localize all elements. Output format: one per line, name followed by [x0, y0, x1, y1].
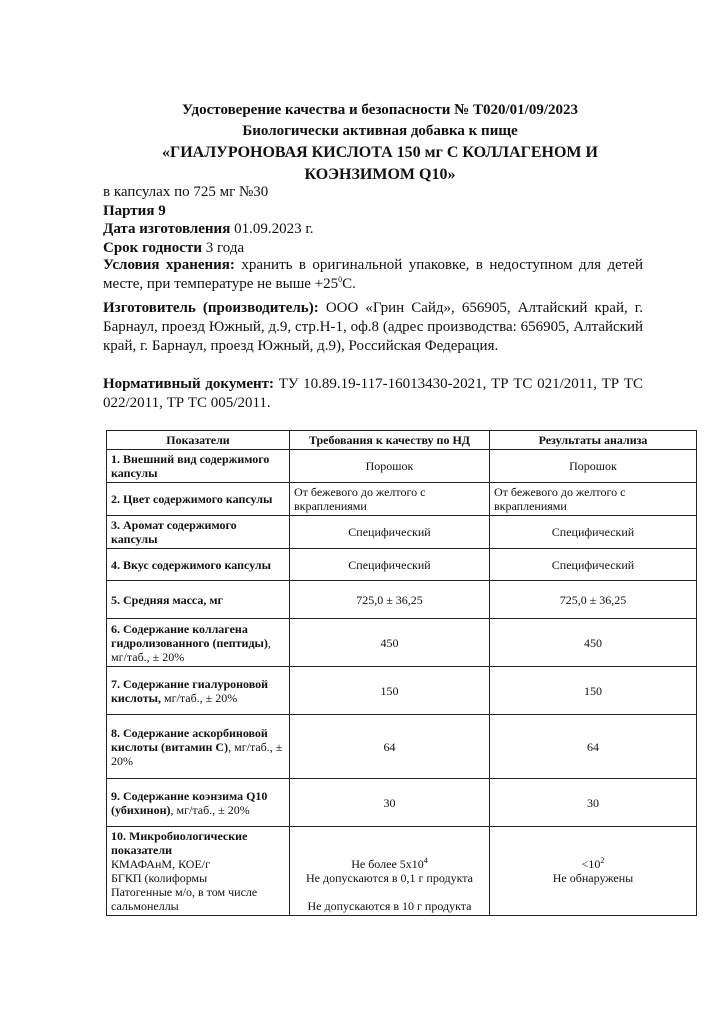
normative-document: Нормативный документ: ТУ 10.89.19-117-16013430-2021, ТР ТС 021/2011, ТР ТС 022/2011, ТР ТС 005/2011.: [103, 376, 643, 411]
table-header-row: [107, 431, 697, 450]
table-row: 4. Вкус содержимого капсулы Специфический Специфический: [107, 549, 697, 581]
header-requirements: Требования к качеству по НД: [290, 431, 490, 450]
product-name-line1: «ГИАЛУРОНОВАЯ КИСЛОТА 150 мг С КОЛЛАГЕНОМ И: [162, 144, 598, 161]
table-row: 7. Содержание гиалуроновой кислоты, мг/таб., ± 20% 150 150: [107, 667, 697, 715]
storage-conditions: Условия хранения: хранить в оригинальной упаковке, в недоступном для детей месте, при температуре не выше $+25^0С$.: [103, 257, 643, 292]
table-row: 3. Аромат содержимого капсулы Специфический Специфический: [107, 516, 697, 549]
product-category: Биологически активная добавка к пище: [242, 123, 518, 139]
header-indicators: Показатели: [107, 431, 290, 450]
manufacturer-info: Изготовитель (производитель): ООО «Грин Сайд», 656905, Алтайский край, г. Барнаул, проезд Южный, д.9, стр.Н-1, оф.8 (адрес производства: 656905, Алтайский край, г. Барнаул, проезд Южный, д.9), Российская Федерация.: [103, 300, 643, 354]
micro-title: 10. Микробиологические показатели: [111, 829, 248, 857]
manufacture-date: Дата изготовления 01.09.2023 г.: [103, 221, 314, 237]
table-row-microbiology: 10. Микробиологические показатели КМАФАнМ, КОЕ/г БГКП (колиформы Патогенные м/о, в том числе сальмонеллы Не более $5х10^4$ Не допускаются в 0,1 г продукта Не допускаются в 10 г продукта $<10^2$ Не обнаружены: [107, 827, 697, 916]
batch-number: Партия 9: [103, 203, 166, 219]
table-row: 8. Содержание аскорбиновой кислоты (витамин С), мг/таб., ± 20% 64 64: [107, 715, 697, 779]
document-title: [100, 100, 660, 186]
header-results: Результаты анализа: [490, 431, 697, 450]
quality-results-table: [106, 430, 697, 916]
table-row: 1. Внешний вид содержимого капсулы Порошок Порошок: [107, 450, 697, 483]
shelf-life: Срок годности 3 года: [103, 240, 245, 256]
certificate-title: Удостоверение качества и безопасности № Т020/01/09/2023: [181, 102, 579, 118]
table-row: 9. Содержание коэнзима Q10 (убихинон), мг/таб., ± 20% 30 30: [107, 779, 697, 827]
table-row: 5. Средняя масса, мг 725,0 ± 36,25 725,0 ± 36,25: [107, 581, 697, 619]
product-form: в капсулах по 725 мг №30: [103, 184, 269, 200]
product-name-line2: КОЭНЗИМОМ Q10»: [304, 166, 456, 183]
table-row: 6. Содержание коллагена гидролизованного (пептиды), мг/таб., ± 20% 450 450: [107, 619, 697, 667]
table-row: 2. Цвет содержимого капсулы От бежевого до желтого с вкраплениями От бежевого до желтого с вкраплениями: [107, 483, 697, 516]
